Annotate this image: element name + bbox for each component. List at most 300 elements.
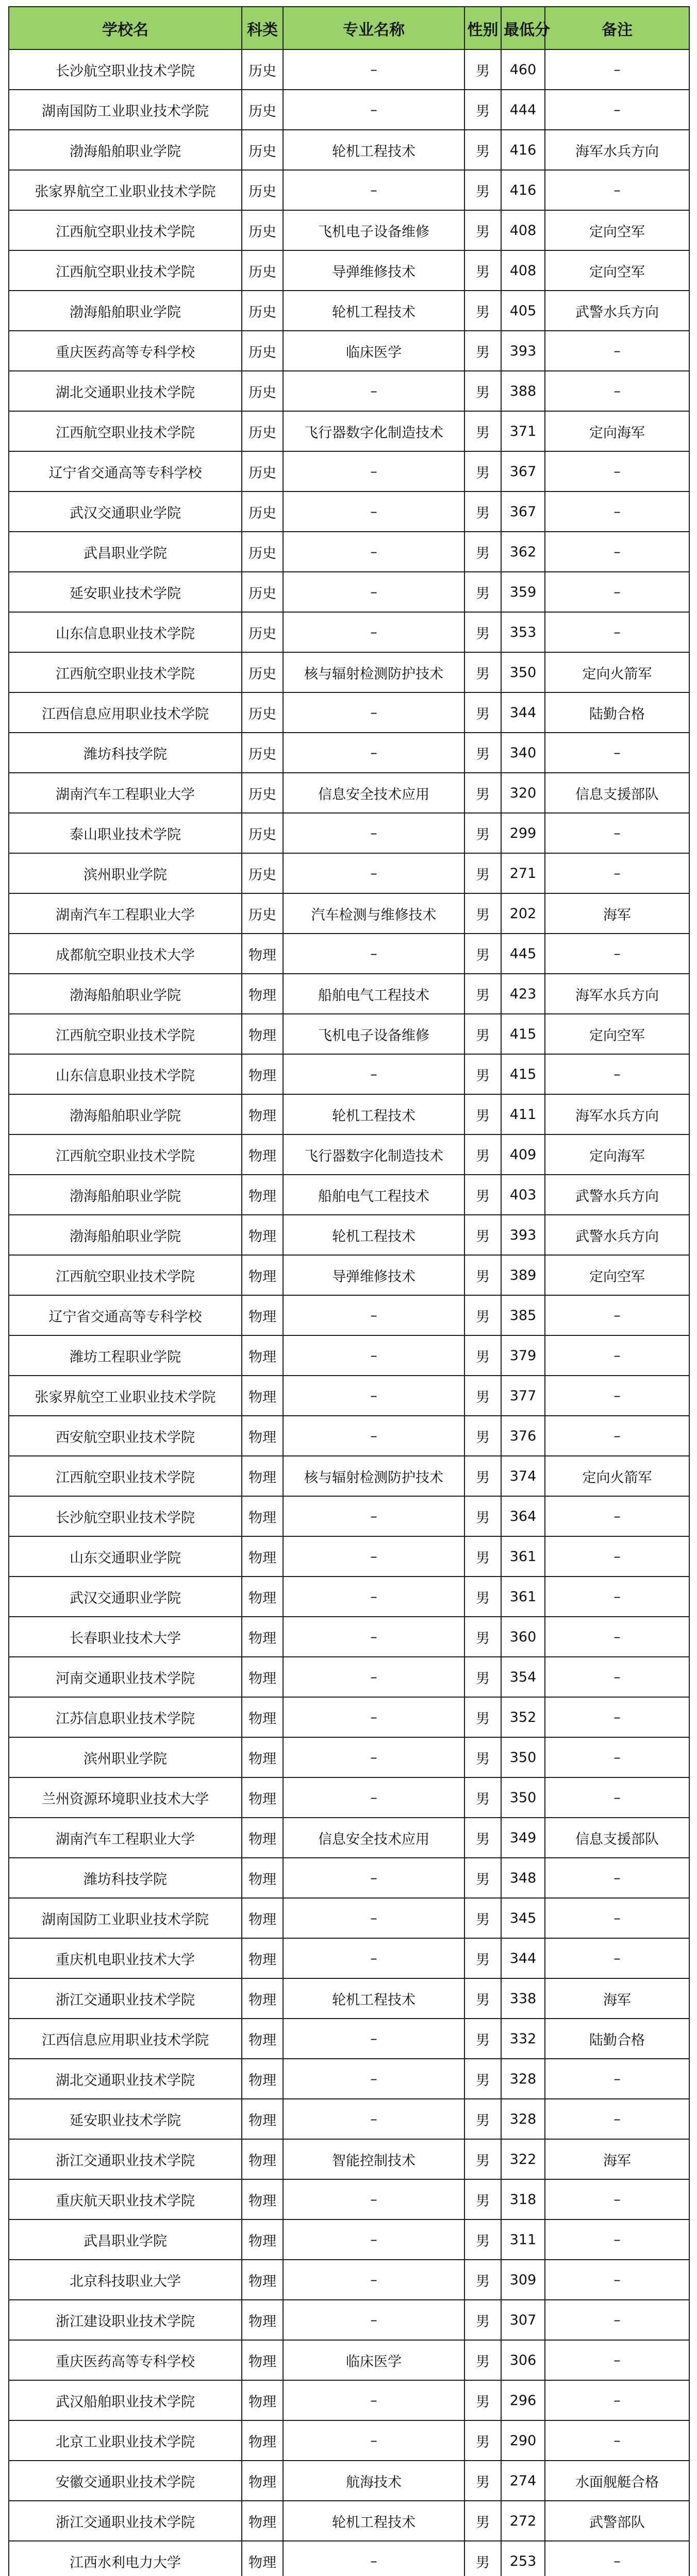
cell-major: – <box>283 1858 464 1898</box>
cell-school: 渤海船舶职业学院 <box>9 1094 242 1134</box>
cell-major: 导弹维修技术 <box>283 250 464 291</box>
cell-min-score: 416 <box>501 130 545 170</box>
cell-major: – <box>283 1938 464 1978</box>
cell-gender: 男 <box>464 1215 501 1255</box>
cell-min-score: 364 <box>501 1496 545 1536</box>
cell-min-score: 320 <box>501 773 545 813</box>
cell-gender: 男 <box>464 974 501 1014</box>
cell-note: 武警水兵方向 <box>545 1175 689 1215</box>
cell-school: 渤海船舶职业学院 <box>9 1175 242 1215</box>
table-row <box>9 1898 689 1938</box>
cell-major: – <box>283 733 464 773</box>
table-row <box>9 1094 689 1134</box>
cell-subject: 物理 <box>242 2461 283 2501</box>
table-row <box>9 2541 689 2576</box>
cell-school: 湖北交通职业技术学院 <box>9 2059 242 2099</box>
cell-subject: 物理 <box>242 1054 283 1094</box>
cell-note: – <box>545 2300 689 2340</box>
cell-note: – <box>545 612 689 652</box>
cell-gender: 男 <box>464 612 501 652</box>
cell-major: 飞行器数字化制造技术 <box>283 1134 464 1175</box>
table-row <box>9 2179 689 2219</box>
cell-subject: 物理 <box>242 1617 283 1657</box>
cell-major: – <box>283 492 464 532</box>
cell-major: – <box>283 2420 464 2461</box>
cell-subject: 物理 <box>242 2179 283 2219</box>
cell-note: – <box>545 2059 689 2099</box>
cell-note: 定向空军 <box>545 210 689 250</box>
cell-gender: 男 <box>464 1938 501 1978</box>
cell-subject: 历史 <box>242 773 283 813</box>
cell-subject: 历史 <box>242 130 283 170</box>
cell-note: – <box>545 1858 689 1898</box>
table-row <box>9 371 689 411</box>
cell-min-score: 328 <box>501 2059 545 2099</box>
cell-gender: 男 <box>464 652 501 692</box>
cell-subject: 历史 <box>242 492 283 532</box>
cell-school: 泰山职业技术学院 <box>9 813 242 853</box>
cell-major: – <box>283 1577 464 1617</box>
cell-note: 海军水兵方向 <box>545 130 689 170</box>
cell-subject: 物理 <box>242 1858 283 1898</box>
table-row <box>9 1416 689 1456</box>
cell-gender: 男 <box>464 2461 501 2501</box>
table-row <box>9 1938 689 1978</box>
table-row <box>9 250 689 291</box>
cell-min-score: 359 <box>501 572 545 612</box>
header-min-score: 最低分 <box>501 7 545 49</box>
cell-school: 浙江建设职业技术学院 <box>9 2300 242 2340</box>
cell-subject: 物理 <box>242 1577 283 1617</box>
cell-major: – <box>283 2219 464 2260</box>
cell-subject: 历史 <box>242 451 283 492</box>
cell-school: 湖南汽车工程职业大学 <box>9 773 242 813</box>
cell-major: 核与辐射检测防护技术 <box>283 1456 464 1496</box>
cell-min-score: 389 <box>501 1255 545 1295</box>
cell-school: 潍坊科技学院 <box>9 733 242 773</box>
cell-subject: 物理 <box>242 2260 283 2300</box>
cell-min-score: 350 <box>501 652 545 692</box>
cell-subject: 物理 <box>242 2380 283 2420</box>
cell-gender: 男 <box>464 1617 501 1657</box>
cell-gender: 男 <box>464 1295 501 1335</box>
table-row <box>9 1777 689 1818</box>
cell-school: 潍坊科技学院 <box>9 1858 242 1898</box>
cell-note: 信息支援部队 <box>545 773 689 813</box>
cell-note: 定向空军 <box>545 250 689 291</box>
cell-school: 江西信息应用职业技术学院 <box>9 2019 242 2059</box>
cell-note: – <box>545 1577 689 1617</box>
cell-school: 湖南国防工业职业技术学院 <box>9 1898 242 1938</box>
cell-major: – <box>283 2260 464 2300</box>
cell-gender: 男 <box>464 572 501 612</box>
cell-note: – <box>545 1536 689 1577</box>
table-row <box>9 451 689 492</box>
cell-min-score: 411 <box>501 1094 545 1134</box>
table-row <box>9 2260 689 2300</box>
cell-school: 江西航空职业技术学院 <box>9 1255 242 1295</box>
cell-school: 渤海船舶职业学院 <box>9 291 242 331</box>
cell-note: 定向火箭军 <box>545 1456 689 1496</box>
table-row <box>9 2219 689 2260</box>
cell-note: 海军 <box>545 1978 689 2019</box>
cell-gender: 男 <box>464 1255 501 1295</box>
cell-min-score: 299 <box>501 813 545 853</box>
cell-major: – <box>283 90 464 130</box>
cell-min-score: 423 <box>501 974 545 1014</box>
table-row <box>9 733 689 773</box>
table-row <box>9 532 689 572</box>
table-row <box>9 2501 689 2541</box>
cell-note: 定向海军 <box>545 1134 689 1175</box>
cell-note: 海军 <box>545 2139 689 2179</box>
cell-min-score: 332 <box>501 2019 545 2059</box>
table-row <box>9 1014 689 1054</box>
table-body <box>9 49 689 2576</box>
table-row <box>9 291 689 331</box>
cell-min-score: 409 <box>501 1134 545 1175</box>
cell-subject: 物理 <box>242 2501 283 2541</box>
cell-major: 信息安全技术应用 <box>283 773 464 813</box>
cell-min-score: 403 <box>501 1175 545 1215</box>
table-row <box>9 1978 689 2019</box>
cell-gender: 男 <box>464 49 501 90</box>
cell-subject: 物理 <box>242 1175 283 1215</box>
cell-major: – <box>283 2099 464 2139</box>
table-row <box>9 1617 689 1657</box>
table-row <box>9 612 689 652</box>
table-row <box>9 1858 689 1898</box>
header-gender: 性别 <box>464 7 501 49</box>
cell-major: 临床医学 <box>283 331 464 371</box>
table-row <box>9 1697 689 1737</box>
table-row <box>9 813 689 853</box>
cell-gender: 男 <box>464 1777 501 1818</box>
header-major: 专业名称 <box>283 7 464 49</box>
cell-subject: 物理 <box>242 2099 283 2139</box>
table-row <box>9 853 689 893</box>
cell-gender: 男 <box>464 130 501 170</box>
cell-min-score: 318 <box>501 2179 545 2219</box>
cell-note: 信息支援部队 <box>545 1818 689 1858</box>
cell-major: – <box>283 451 464 492</box>
cell-subject: 物理 <box>242 1094 283 1134</box>
cell-min-score: 345 <box>501 1898 545 1938</box>
cell-major: – <box>283 2300 464 2340</box>
table-row <box>9 411 689 451</box>
table-row <box>9 1657 689 1697</box>
cell-subject: 历史 <box>242 893 283 934</box>
cell-major: 轮机工程技术 <box>283 291 464 331</box>
cell-major: – <box>283 853 464 893</box>
cell-major: – <box>283 170 464 210</box>
cell-school: 武汉交通职业学院 <box>9 1577 242 1617</box>
header-note: 备注 <box>545 7 689 49</box>
cell-min-score: 309 <box>501 2260 545 2300</box>
cell-school: 江西航空职业技术学院 <box>9 210 242 250</box>
cell-school: 重庆医药高等专科学校 <box>9 2340 242 2380</box>
cell-subject: 历史 <box>242 331 283 371</box>
cell-gender: 男 <box>464 1014 501 1054</box>
cell-gender: 男 <box>464 411 501 451</box>
cell-school: 渤海船舶职业学院 <box>9 1215 242 1255</box>
cell-min-score: 367 <box>501 451 545 492</box>
cell-gender: 男 <box>464 1496 501 1536</box>
cell-note: – <box>545 813 689 853</box>
cell-note: 武警部队 <box>545 2501 689 2541</box>
cell-school: 山东交通职业学院 <box>9 1536 242 1577</box>
cell-subject: 物理 <box>242 1295 283 1335</box>
cell-note: – <box>545 2219 689 2260</box>
table-row <box>9 934 689 974</box>
cell-min-score: 360 <box>501 1617 545 1657</box>
cell-gender: 男 <box>464 1898 501 1938</box>
cell-subject: 物理 <box>242 1255 283 1295</box>
cell-school: 安徽交通职业技术学院 <box>9 2461 242 2501</box>
cell-subject: 物理 <box>242 1938 283 1978</box>
cell-min-score: 349 <box>501 1818 545 1858</box>
table-row <box>9 1054 689 1094</box>
cell-note: – <box>545 1376 689 1416</box>
cell-min-score: 274 <box>501 2461 545 2501</box>
cell-subject: 物理 <box>242 1777 283 1818</box>
cell-school: 江苏信息职业技术学院 <box>9 1697 242 1737</box>
cell-min-score: 415 <box>501 1054 545 1094</box>
cell-gender: 男 <box>464 90 501 130</box>
table-row <box>9 1456 689 1496</box>
cell-gender: 男 <box>464 291 501 331</box>
cell-major: – <box>283 692 464 733</box>
cell-min-score: 405 <box>501 291 545 331</box>
cell-school: 江西信息应用职业技术学院 <box>9 692 242 733</box>
cell-gender: 男 <box>464 1094 501 1134</box>
header-row <box>9 7 689 49</box>
cell-major: – <box>283 1536 464 1577</box>
cell-gender: 男 <box>464 492 501 532</box>
cell-school: 延安职业技术学院 <box>9 572 242 612</box>
cell-subject: 物理 <box>242 2139 283 2179</box>
cell-subject: 物理 <box>242 2019 283 2059</box>
cell-note: – <box>545 1496 689 1536</box>
table-row <box>9 49 689 90</box>
cell-gender: 男 <box>464 692 501 733</box>
cell-major: 轮机工程技术 <box>283 1094 464 1134</box>
cell-major: 临床医学 <box>283 2340 464 2380</box>
cell-major: – <box>283 813 464 853</box>
cell-subject: 物理 <box>242 1335 283 1376</box>
cell-note: – <box>545 49 689 90</box>
cell-subject: 物理 <box>242 934 283 974</box>
cell-school: 渤海船舶职业学院 <box>9 130 242 170</box>
cell-note: – <box>545 2179 689 2219</box>
table-row <box>9 1737 689 1777</box>
table-row <box>9 2340 689 2380</box>
cell-note: 定向空军 <box>545 1255 689 1295</box>
table-row <box>9 2380 689 2420</box>
cell-gender: 男 <box>464 2501 501 2541</box>
header-school: 学校名 <box>9 7 242 49</box>
cell-school: 浙江交通职业技术学院 <box>9 2501 242 2541</box>
cell-note: – <box>545 2420 689 2461</box>
table-row <box>9 210 689 250</box>
cell-major: – <box>283 1295 464 1335</box>
table-row <box>9 1818 689 1858</box>
cell-subject: 物理 <box>242 1697 283 1737</box>
table-row <box>9 331 689 371</box>
cell-note: – <box>545 1938 689 1978</box>
cell-note: – <box>545 1898 689 1938</box>
cell-subject: 物理 <box>242 1416 283 1456</box>
cell-note: – <box>545 1295 689 1335</box>
cell-note: 陆勤合格 <box>545 692 689 733</box>
cell-subject: 物理 <box>242 2340 283 2380</box>
cell-gender: 男 <box>464 934 501 974</box>
cell-subject: 物理 <box>242 1134 283 1175</box>
cell-note: 海军水兵方向 <box>545 1094 689 1134</box>
cell-gender: 男 <box>464 1657 501 1697</box>
cell-min-score: 408 <box>501 210 545 250</box>
cell-note: 海军 <box>545 893 689 934</box>
cell-school: 江西航空职业技术学院 <box>9 1456 242 1496</box>
cell-major: – <box>283 1617 464 1657</box>
cell-gender: 男 <box>464 2541 501 2576</box>
cell-subject: 物理 <box>242 2300 283 2340</box>
cell-gender: 男 <box>464 170 501 210</box>
cell-note: – <box>545 2541 689 2576</box>
cell-min-score: 348 <box>501 1858 545 1898</box>
cell-min-score: 376 <box>501 1416 545 1456</box>
table-row <box>9 1496 689 1536</box>
admission-score-table <box>8 6 690 2576</box>
cell-note: – <box>545 331 689 371</box>
table-row <box>9 692 689 733</box>
cell-subject: 历史 <box>242 210 283 250</box>
cell-min-score: 290 <box>501 2420 545 2461</box>
cell-gender: 男 <box>464 371 501 411</box>
cell-subject: 物理 <box>242 1898 283 1938</box>
cell-major: 船舶电气工程技术 <box>283 1175 464 1215</box>
table-row <box>9 2420 689 2461</box>
cell-min-score: 377 <box>501 1376 545 1416</box>
cell-subject: 物理 <box>242 1456 283 1496</box>
cell-note: – <box>545 1697 689 1737</box>
cell-major: – <box>283 1376 464 1416</box>
cell-min-score: 415 <box>501 1014 545 1054</box>
cell-subject: 历史 <box>242 853 283 893</box>
cell-min-score: 338 <box>501 1978 545 2019</box>
cell-note: 定向空军 <box>545 1014 689 1054</box>
cell-major: – <box>283 1697 464 1737</box>
cell-note: – <box>545 1777 689 1818</box>
cell-note: 武警水兵方向 <box>545 291 689 331</box>
cell-min-score: 311 <box>501 2219 545 2260</box>
cell-gender: 男 <box>464 813 501 853</box>
cell-school: 山东信息职业技术学院 <box>9 1054 242 1094</box>
cell-school: 滨州职业学院 <box>9 1737 242 1777</box>
cell-gender: 男 <box>464 1054 501 1094</box>
cell-major: 轮机工程技术 <box>283 1215 464 1255</box>
table-row <box>9 1295 689 1335</box>
cell-note: 海军水兵方向 <box>545 974 689 1014</box>
cell-min-score: 361 <box>501 1577 545 1617</box>
cell-gender: 男 <box>464 2099 501 2139</box>
table-row <box>9 1215 689 1255</box>
cell-min-score: 328 <box>501 2099 545 2139</box>
cell-school: 江西航空职业技术学院 <box>9 250 242 291</box>
table-row <box>9 2059 689 2099</box>
cell-gender: 男 <box>464 1416 501 1456</box>
cell-school: 武汉交通职业学院 <box>9 492 242 532</box>
cell-major: 导弹维修技术 <box>283 1255 464 1295</box>
cell-school: 北京工业职业技术学院 <box>9 2420 242 2461</box>
cell-subject: 物理 <box>242 1376 283 1416</box>
cell-subject: 历史 <box>242 371 283 411</box>
cell-major: – <box>283 612 464 652</box>
cell-major: – <box>283 2380 464 2420</box>
cell-gender: 男 <box>464 1697 501 1737</box>
cell-major: – <box>283 2059 464 2099</box>
cell-school: 长春职业技术大学 <box>9 1617 242 1657</box>
cell-min-score: 393 <box>501 1215 545 1255</box>
table-row <box>9 2300 689 2340</box>
cell-major: – <box>283 572 464 612</box>
table-row <box>9 1536 689 1577</box>
cell-gender: 男 <box>464 1175 501 1215</box>
cell-min-score: 272 <box>501 2501 545 2541</box>
cell-subject: 历史 <box>242 733 283 773</box>
cell-school: 张家界航空工业职业技术学院 <box>9 170 242 210</box>
cell-subject: 历史 <box>242 612 283 652</box>
cell-note: – <box>545 532 689 572</box>
cell-note: – <box>545 451 689 492</box>
table-row <box>9 773 689 813</box>
table-header <box>9 7 689 49</box>
cell-note: 定向火箭军 <box>545 652 689 692</box>
cell-subject: 历史 <box>242 170 283 210</box>
cell-school: 武昌职业学院 <box>9 532 242 572</box>
cell-note: 定向海军 <box>545 411 689 451</box>
cell-note: – <box>545 170 689 210</box>
cell-gender: 男 <box>464 2380 501 2420</box>
admission-score-sheet <box>8 6 689 2576</box>
cell-subject: 历史 <box>242 291 283 331</box>
cell-min-score: 306 <box>501 2340 545 2380</box>
table-row <box>9 2019 689 2059</box>
table-row <box>9 170 689 210</box>
cell-min-score: 416 <box>501 170 545 210</box>
cell-subject: 历史 <box>242 411 283 451</box>
cell-school: 长沙航空职业技术学院 <box>9 49 242 90</box>
cell-min-score: 344 <box>501 692 545 733</box>
cell-min-score: 202 <box>501 893 545 934</box>
cell-school: 湖南汽车工程职业大学 <box>9 1818 242 1858</box>
cell-min-score: 350 <box>501 1737 545 1777</box>
cell-subject: 物理 <box>242 974 283 1014</box>
cell-major: – <box>283 1416 464 1456</box>
cell-major: – <box>283 1657 464 1697</box>
cell-note: 陆勤合格 <box>545 2019 689 2059</box>
cell-school: 兰州资源环境职业技术大学 <box>9 1777 242 1818</box>
cell-school: 江西航空职业技术学院 <box>9 411 242 451</box>
cell-min-score: 344 <box>501 1938 545 1978</box>
cell-gender: 男 <box>464 2019 501 2059</box>
table-row <box>9 1335 689 1376</box>
cell-min-score: 385 <box>501 1295 545 1335</box>
cell-subject: 物理 <box>242 2541 283 2576</box>
table-row <box>9 2099 689 2139</box>
cell-gender: 男 <box>464 733 501 773</box>
cell-gender: 男 <box>464 2300 501 2340</box>
